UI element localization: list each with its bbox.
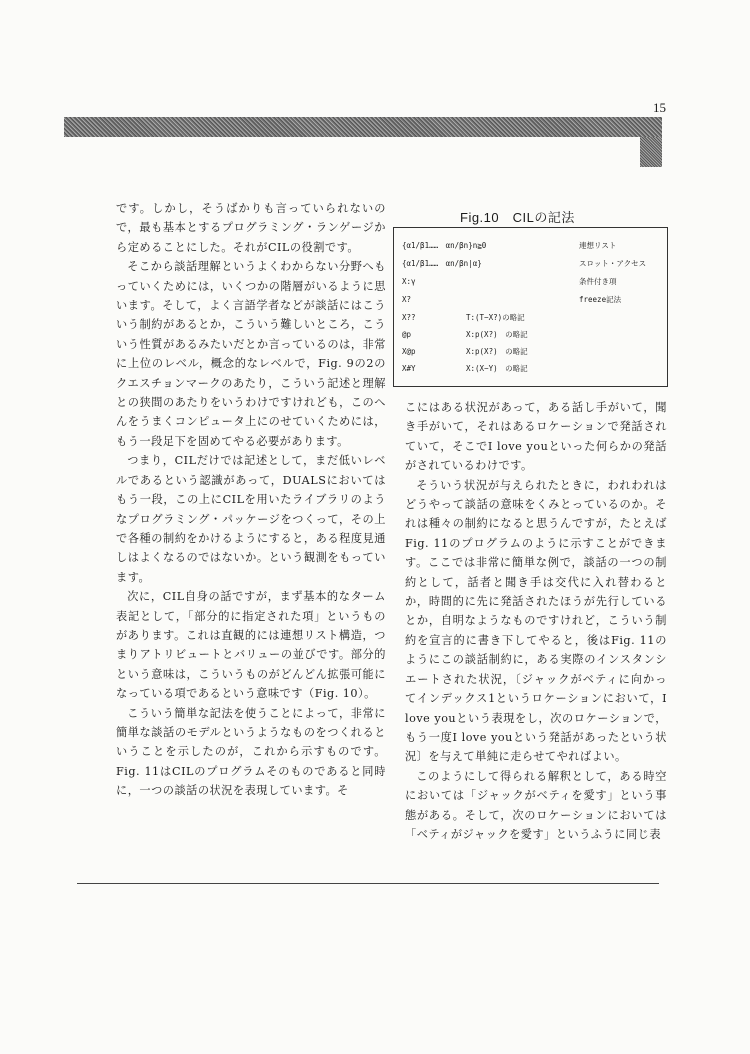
figure-abbr: X:(X−Y) の略記 (466, 364, 528, 373)
figure-row (402, 274, 664, 290)
figure-desc: 連想リスト (579, 241, 617, 250)
figure-expr: X:γ (402, 277, 416, 286)
figure-box (393, 227, 668, 387)
footer-rule (77, 883, 659, 884)
right-column (405, 398, 667, 844)
figure-desc: 条件付き項 (579, 277, 617, 286)
paragraph: そこから談話理解というよくわからない分野へもっていくためには，いくつかの階層がいるように思います。そして，よく言語学者などが談話にはこういう制約があるとか，こういう難しいところ，こういう性質があるみたいだとか言っているのは，非常に上位のレベル，概念的なレベルで，Fig. 9の2のクエスチョンマークのあたり，こういう記述と理解との狭間のあたりをいうわけですけれども，このへんをうまくコンピュータ上にのせていくためには，もう一段足下を固めてやる必要があります。 (116, 260, 386, 448)
figure-row (402, 327, 664, 343)
figure-title: Fig.10 CILの記法 (460, 210, 575, 225)
figure-abbr: X:p(X?) の略記 (466, 347, 528, 356)
figure-expr: @p (402, 330, 412, 339)
figure-desc: freeze記法 (579, 295, 622, 304)
figure-expr: X@p (402, 347, 416, 356)
left-column (116, 199, 386, 801)
figure-row (402, 361, 664, 377)
figure-abbr: X:p(X?) の略記 (466, 330, 528, 339)
figure-expr: X? (402, 295, 412, 304)
figure-abbr: T:(T−X?)の略記 (466, 313, 525, 322)
paragraph: このようにして得られる解釈として，ある時空においては「ジャックがベティを愛す」という事態がある。そして，次のロケーションにおいては「ベティがジャックを愛す」というふうに同じ表 (405, 769, 667, 841)
header-band (64, 117, 662, 137)
paragraph: つまり，CILだけでは記述として，まだ低いレベルであるという認識があって，DUALSにおいてはもう一段，この上にCILを用いたライブラリのようなプログラミング・パッケージをつくって，その上で各種の制約をかけるようにすると，ある程度見通しはよくなるのではないか。という観測をもっています。 (116, 454, 386, 584)
paragraph: です。しかし，そうばかりも言っていられないので，最も基本とするプログラミング・ランゲージから定めることにした。それがCILの役割です。 (116, 202, 386, 254)
figure-row (402, 238, 664, 254)
figure-expr: {α1/β1…… αn/βn}n≧0 (402, 241, 487, 250)
paragraph: そういう状況が与えられたときに，われわれはどうやって談話の意味をくみとっているのか。それは種々の制約になると思うんですが，たとえばFig. 11のプログラムのように示すことができます。ここでは非常に簡単な例で，談話の一つの制約として，話者と聞き手は交代に入れ替わるとか，時間的に先に発話されたほうが先行しているとか，自明なようなものですけれど，こういう制約を宣言的に書き下してやると，後はFig. 11のようにこの談話制約に，ある実際のインスタンシエートされた状況，〔ジャックがベティに向かってインデックス1というロケーションにおいて，I love youという表現をし，次のロケーションで，もう一度I love youという発話があったという状況〕を与えて単純に走らせてやればよい。 (405, 478, 667, 764)
figure-row (402, 256, 664, 272)
figure-expr: X?? (402, 313, 416, 322)
figure-desc: スロット・アクセス (579, 259, 647, 268)
figure-row (402, 344, 664, 360)
paragraph: 次に，CIL自身の話ですが，まず基本的なターム表記として，「部分的に指定された項」というものがあります。これは直観的には連想リスト構造，つまりアトリビュートとバリューの並びです。部分的という意味は，こういうものがどんどん拡張可能になっている項であるという意味です（Fig. 10）。 (116, 590, 386, 701)
figure-row (402, 310, 664, 326)
paragraph: こういう簡単な記法を使うことによって，非常に簡単な談話のモデルというようなものをつくれるということを示したのが，これから示すものです。Fig. 11はCILのプログラムそのものであると同時に，一つの談話の状況を表現しています。そ (116, 706, 386, 798)
paragraph: こにはある状況があって，ある話し手がいて，聞き手がいて，それはあるロケーションで発話されていて，そこでI love youといった何らかの発話がされているわけです。 (405, 401, 667, 473)
page-number: 15 (653, 100, 666, 115)
figure-expr: {α1/β1…… αn/βn|α} (402, 259, 482, 268)
figure-expr: X#Y (402, 364, 416, 373)
figure-row (402, 292, 664, 308)
header-band-tail (640, 137, 662, 167)
